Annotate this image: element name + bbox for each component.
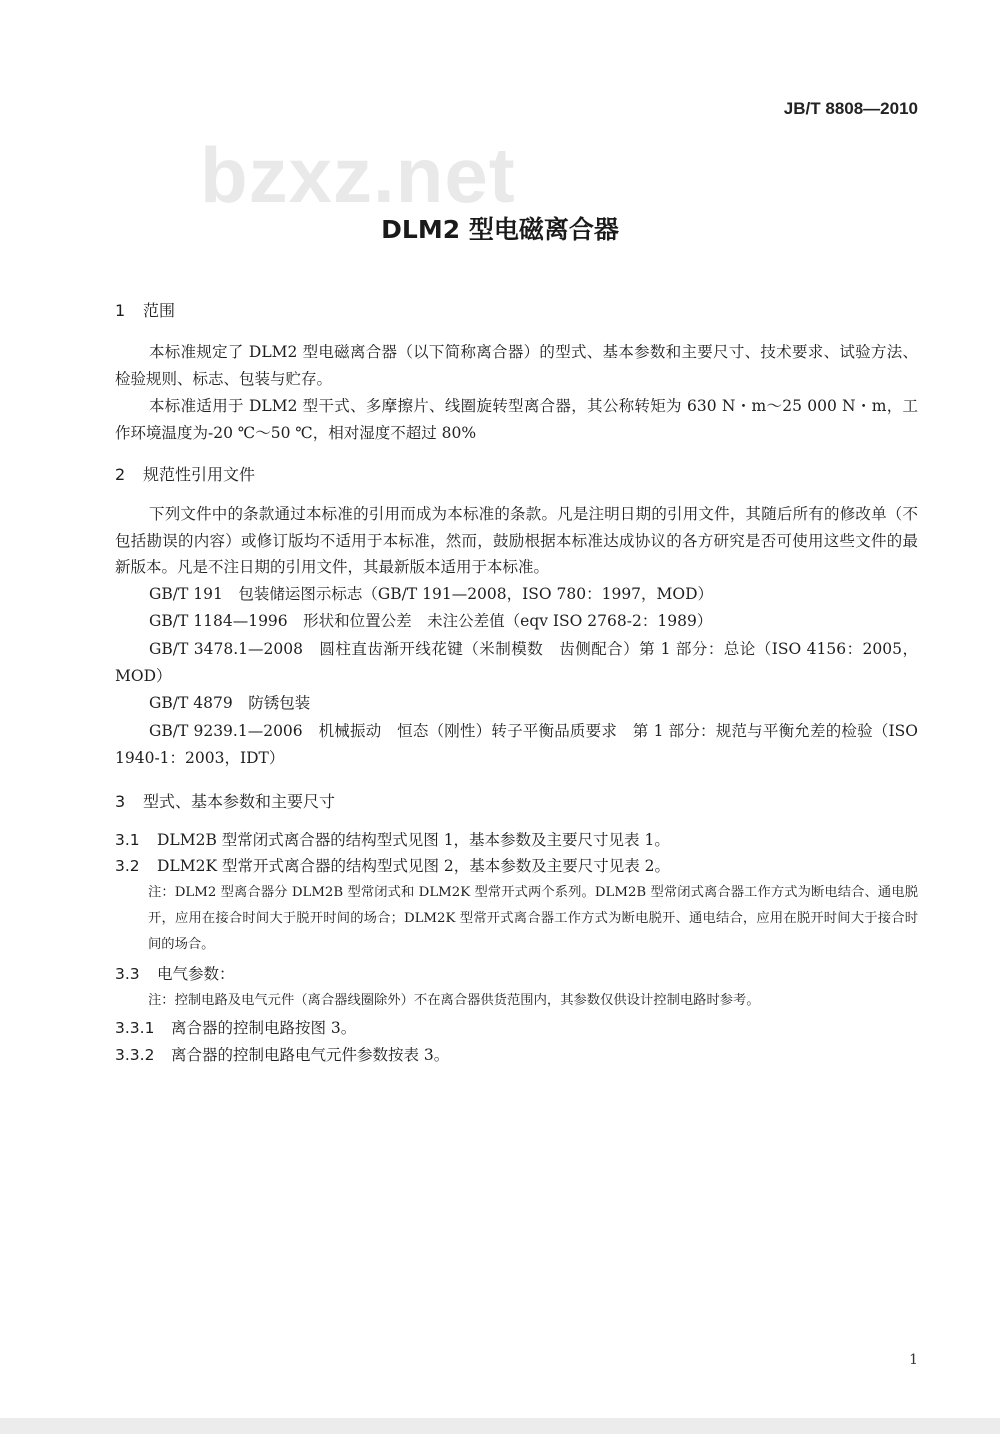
reference-item: GB/T 9239.1—2006 机械振动 恒态（刚性）转子平衡品质要求 第 1 部分：规范与平衡允差的检验（ISO 1940-1：2003，IDT） xyxy=(115,722,918,767)
section-2-heading xyxy=(115,462,255,485)
section-2-intro: 下列文件中的条款通过本标准的引用而成为本标准的条款。凡是注明日期的引用文件，其随后所有的修改单（不包括勘误的内容）或修订版均不适用于本标准，然而，鼓励根据本标准达成协议的各方研究是否可使用这些文件的最新版本。凡是不注日期的引用文件，其最新版本适用于本标准。 xyxy=(115,505,918,576)
clause-text: 离合器的控制电路按图 3。 xyxy=(171,1019,357,1037)
reference-item: GB/T 1184—1996 形状和位置公差 未注公差值（eqv ISO 2768-2：1989） xyxy=(149,612,713,630)
clause-3-1 xyxy=(115,828,918,852)
clause-3-2 xyxy=(115,854,918,878)
watermark: bzxz.net xyxy=(200,131,516,219)
standard-code: JB/T 8808—2010 xyxy=(783,99,918,118)
clause-number: 3.1 xyxy=(115,831,140,849)
clause-number: 3.3.1 xyxy=(115,1019,155,1037)
document-title: DLM2 型电磁离合器 xyxy=(381,215,619,244)
clause-number: 3.3 xyxy=(115,965,140,983)
clause-3-3-2 xyxy=(115,1043,918,1067)
bottom-strip xyxy=(0,1418,1000,1434)
clause-3-3-1 xyxy=(115,1016,918,1040)
clause-text: 离合器的控制电路电气元件参数按表 3。 xyxy=(171,1046,450,1064)
clause-number: 3.3.2 xyxy=(115,1046,155,1064)
section-1-paragraph-2: 本标准适用于 DLM2 型干式、多摩擦片、线圈旋转型离合器，其公称转矩为 630 N・m～25 000 N・m，工作环境温度为-20 ℃～50 ℃，相对湿度不超过 80% xyxy=(115,397,918,442)
section-title: 型式、基本参数和主要尺寸 xyxy=(143,792,336,811)
clause-3-3 xyxy=(115,962,918,986)
section-number: 1 xyxy=(115,301,126,320)
section-1-heading xyxy=(115,298,175,321)
clause-text: DLM2K 型常开式离合器的结构型式见图 2，基本参数及主要尺寸见表 2。 xyxy=(157,857,671,875)
clause-number: 3.2 xyxy=(115,857,140,875)
section-1-paragraph-1: 本标准规定了 DLM2 型电磁离合器（以下简称离合器）的型式、基本参数和主要尺寸、技术要求、试验方法、检验规则、标志、包装与贮存。 xyxy=(115,343,918,388)
section-3-heading xyxy=(115,789,335,812)
clause-text: DLM2B 型常闭式离合器的结构型式见图 1，基本参数及主要尺寸见表 1。 xyxy=(157,831,670,849)
note-3-2: 注：DLM2 型离合器分 DLM2B 型常闭式和 DLM2K 型常开式两个系列。DLM2B 型常闭式离合器工作方式为断电结合、通电脱开，应用在接合时间大于脱开时间的场合；DLM2K 型常开式离合器工作方式为断电脱开、通电结合，应用在脱开时间大于接合时间的场合。 xyxy=(148,885,918,952)
clause-text: 电气参数： xyxy=(157,965,235,983)
section-number: 3 xyxy=(115,792,126,811)
section-title: 范围 xyxy=(143,301,176,320)
reference-item: GB/T 4879 防锈包装 xyxy=(149,694,311,712)
note-3-3: 注：控制电路及电气元件（离合器线圈除外）不在离合器供货范围内，其参数仅供设计控制电路时参考。 xyxy=(148,993,760,1008)
section-number: 2 xyxy=(115,465,126,484)
reference-item: GB/T 191 包装储运图示标志（GB/T 191—2008，ISO 780：1997，MOD） xyxy=(149,585,714,603)
page-number: 1 xyxy=(909,1352,918,1368)
reference-item: GB/T 3478.1—2008 圆柱直齿渐开线花键（米制模数 齿侧配合）第 1 部分：总论（ISO 4156：2005，MOD） xyxy=(115,640,918,685)
section-title: 规范性引用文件 xyxy=(143,465,256,484)
